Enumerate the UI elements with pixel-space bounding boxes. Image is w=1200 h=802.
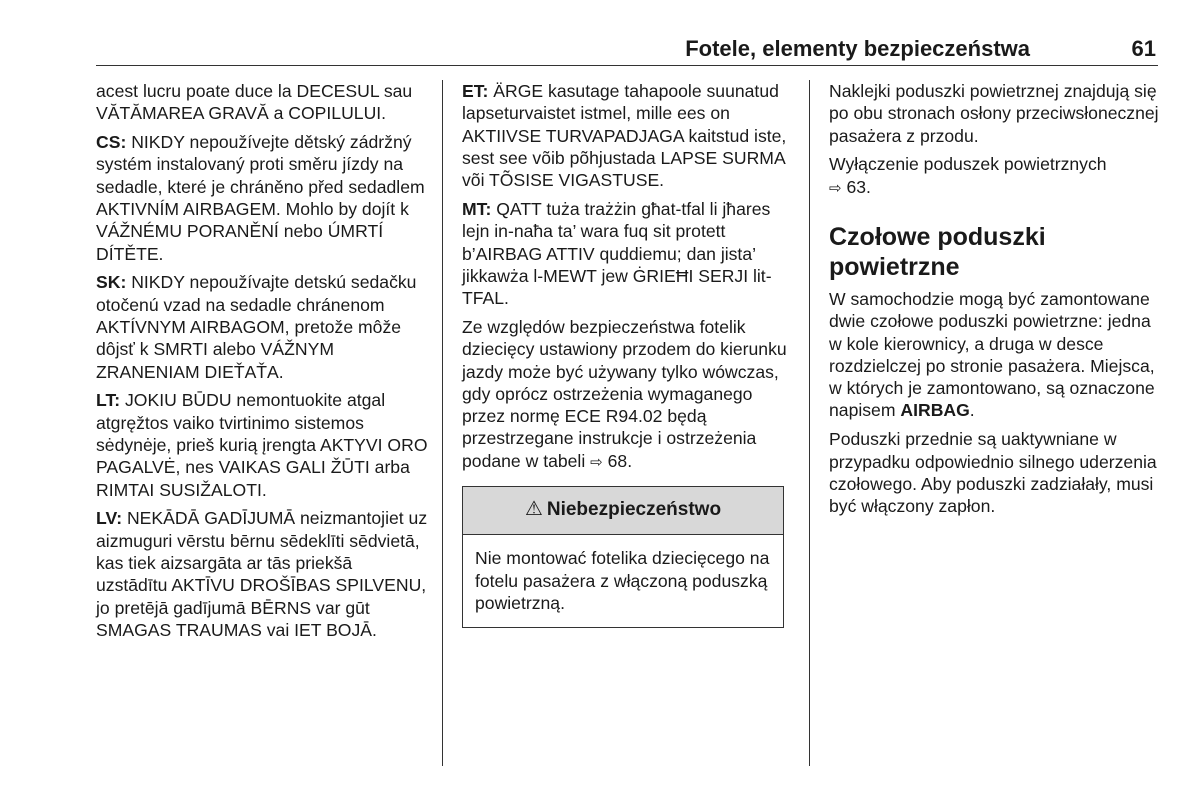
paragraph-lt <box>96 389 428 500</box>
text-mount: W samochodzie mogą być zamontowane dwie czołowe poduszki powietrzne: jedna w kole kierownicy, a druga w desce rozdzielczej po stronie pasażera. Miejsca, w których je zamontowano, są oznaczone napisem <box>829 288 1155 421</box>
danger-warning-box <box>462 486 784 628</box>
lang-label-lv: LV: <box>96 508 123 529</box>
lang-label-cs: CS: <box>96 132 127 153</box>
paragraph-et <box>462 80 792 191</box>
text-lv: NEKĀDĀ GADĪJUMĀ neizmantojiet uz aizmuguri vērstu bērnu sēdeklīti sēdvietā, kas tiek aizsargāta ar tās priekšā uzstādītu AKTĪVU DROŠĪBAS SPILVENU, jo pretējā gadījumā BĒRNS var gūt SMAGAS TRAUMAS vai IET BOJĀ. <box>96 508 428 640</box>
text-disable: Wyłączenie poduszek powietrznych <box>829 154 1107 175</box>
paragraph-cs <box>96 131 428 265</box>
warning-triangle-icon: ⚠ <box>524 498 543 521</box>
text-ece: Ze względów bezpieczeństwa fotelik dziecięcy ustawiony przodem do kierunku jazdy może być używany tylko wówczas, gdy oprócz ostrzeżenia wymaganego przez normę ECE R94.02 będą przestrzegane instrukcje i ostrzeżenia podane w tabeli <box>462 316 787 471</box>
column-divider-2 <box>809 80 810 766</box>
header-rule <box>96 65 1158 66</box>
page-ref-63[interactable]: 63. <box>846 176 871 197</box>
page-number: 61 <box>1131 36 1156 61</box>
text-cs: NIKDY nepoužívejte dětský zádržný systém instalovaný proti směru jízdy na sedadle, které je chráněno před sedadlem AKTIVNÍM AIRBAGEM. Mohlo by dojít k VÁŽNÉMU PORANĚNÍ nebo ÚMRTÍ DÍTĚTE. <box>96 132 425 264</box>
lang-label-et: ET: <box>462 81 489 101</box>
arrow-right-outline-icon: ⇨ <box>829 179 842 197</box>
column-1 <box>96 80 428 648</box>
arrow-right-outline-icon: ⇨ <box>590 453 603 471</box>
text-mount-end: . <box>969 400 975 421</box>
text-sk: NIKDY nepoužívajte detskú sedačku otočenú vzad na sedadle chránenom AKTÍVNYM AIRBAGOM, pretože môže dôjsť k SMRTI alebo VÁŽNYM ZRANENIAM DIEŤAŤA. <box>96 272 417 382</box>
warning-title: Niebezpieczeństwo <box>546 499 722 521</box>
warning-body: Nie montować fotelika dziecięcego na fotelu pasażera z włączoną poduszką powietrzną. <box>475 548 770 613</box>
lang-label-lt: LT: <box>96 390 121 411</box>
paragraph-airbag-labels: Naklejki poduszki powietrznej znajdują się po obu stronach osłony przeciwsłonecznej pasażera z przodu. <box>829 81 1159 146</box>
paragraph-lv <box>96 507 428 641</box>
paragraph-disable-airbags <box>829 153 1161 200</box>
warning-header <box>463 487 783 535</box>
page-ref-68[interactable]: 68. <box>607 450 633 471</box>
section-title: Fotele, elementy bezpieczeństwa <box>685 36 1030 61</box>
airbag-label: AIRBAG <box>900 400 970 421</box>
column-divider-1 <box>442 80 443 766</box>
page-header <box>96 30 1158 66</box>
paragraph-mount <box>829 288 1161 422</box>
paragraph-sk <box>96 271 428 382</box>
text-mt: QATT tuża trażżin għat-tfal li jħares lejn in-naħa ta’ wara fuq sit protett b’AIRBAG ATTIV quddiemu; dan jista’ jikkawża l-MEWT jew ĠRIEĦI SERJI lit-TFAL. <box>462 198 772 309</box>
paragraph-ece <box>462 316 792 474</box>
paragraph-ro-continued: acest lucru poate duce la DECESUL sau VĂTĂMAREA GRAVĂ a COPILULUI. <box>96 81 413 124</box>
paragraph-mt <box>462 198 792 309</box>
column-3 <box>829 80 1161 524</box>
lang-label-sk: SK: <box>96 272 127 293</box>
text-lt: JOKIU BŪDU nemontuokite atgal atgręžtos vaiko tvirtinimo sistemos sėdynėje, prieš kurią įrengta AKTYVI ORO PAGALVĖ, nes VAIKAS GALI ŽŪTI arba RIMTAI SUSIŽALOTI. <box>96 390 428 500</box>
paragraph-front-activation: Poduszki przednie są uaktywniane w przypadku odpowiednio silnego uderzenia czołowego. Aby poduszki zadziałały, musi być włączony zapłon. <box>829 429 1157 517</box>
text-et: ÄRGE kasutage tahapoole suunatud lapseturvaistet istmel, mille ees on AKTIIVSE TURVAPADJAGA kaitstud iste, sest see võib põhjustada LAPSE SURMA või TÕSISE VIGASTUSE. <box>462 81 787 191</box>
column-2 <box>462 80 792 628</box>
lang-label-mt: MT: <box>462 198 492 219</box>
section-heading-front-airbags: Czołowe poduszki powietrzne <box>829 222 1046 281</box>
